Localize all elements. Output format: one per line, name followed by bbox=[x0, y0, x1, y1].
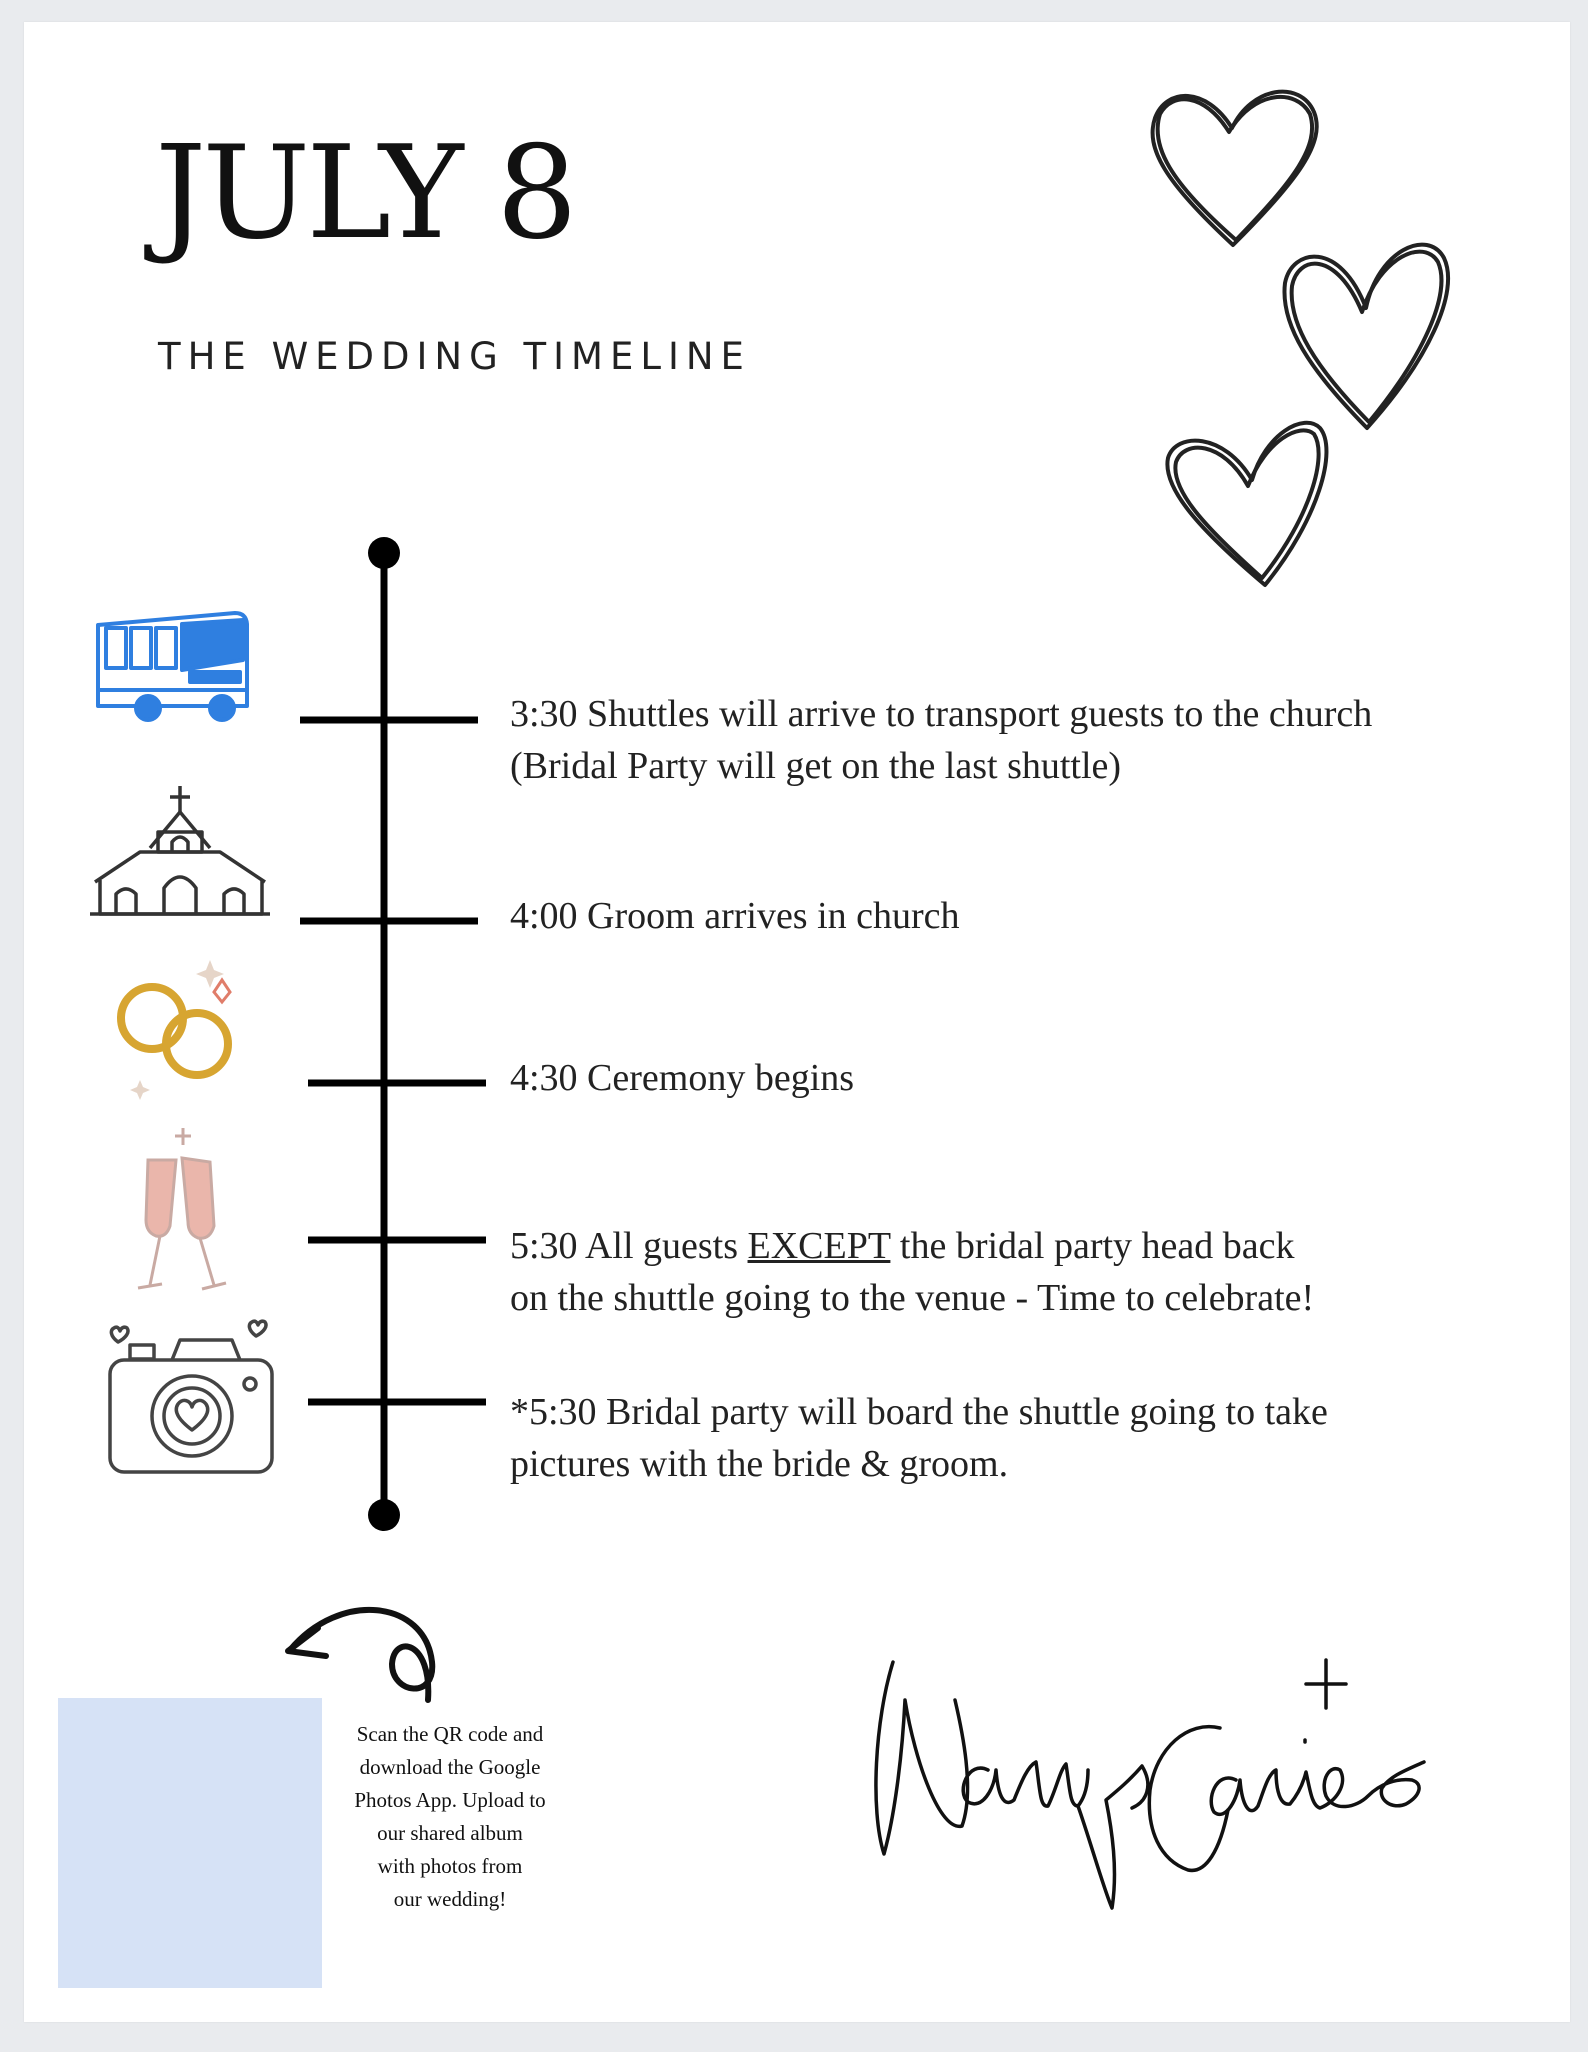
event-line: 3:30 Shuttles will arrive to transport guests to the church bbox=[510, 693, 1373, 735]
event-line: (Bridal Party will get on the last shuttle) bbox=[510, 745, 1122, 787]
bus-icon bbox=[98, 613, 247, 720]
timeline-event bbox=[510, 1052, 854, 1104]
heart-icon bbox=[1153, 92, 1317, 245]
heart-icon bbox=[1167, 423, 1326, 585]
arrow-icon bbox=[288, 1610, 432, 1700]
date-title: JULY 8 bbox=[155, 119, 574, 268]
timeline-event bbox=[510, 1386, 1328, 1490]
event-line: 5:30 All guests EXCEPT the bridal party head back bbox=[510, 1225, 1295, 1267]
timeline-event bbox=[510, 1220, 1314, 1324]
event-line: on the shuttle going to the venue - Time to celebrate! bbox=[510, 1277, 1315, 1319]
champagne-icon bbox=[138, 1128, 226, 1289]
event-line: pictures with the bride & groom. bbox=[510, 1443, 1009, 1485]
signature bbox=[876, 1660, 1424, 1908]
timeline-end-dot bbox=[368, 1499, 400, 1531]
event-line: *5:30 Bridal party will board the shuttle going to take bbox=[510, 1391, 1328, 1433]
heart-icon bbox=[1284, 245, 1448, 428]
timeline-line bbox=[300, 537, 486, 1531]
timeline-start-dot bbox=[368, 537, 400, 569]
event-line: 4:30 Ceremony begins bbox=[510, 1057, 855, 1099]
page-subtitle: THE WEDDING TIMELINE bbox=[158, 335, 751, 378]
camera-icon bbox=[110, 1321, 272, 1472]
timeline-event bbox=[510, 688, 1372, 792]
emphasis-text: EXCEPT bbox=[747, 1225, 891, 1267]
qr-instructions: Scan the QR code and download the Google Photos App. Upload to our shared album with photos from our wedding! bbox=[354, 1722, 546, 1911]
church-icon bbox=[90, 786, 270, 914]
qr-code-placeholder[interactable] bbox=[58, 1698, 322, 1988]
timeline-event bbox=[510, 890, 960, 942]
rings-icon bbox=[121, 960, 230, 1100]
event-line: 4:00 Groom arrives in church bbox=[510, 895, 960, 937]
